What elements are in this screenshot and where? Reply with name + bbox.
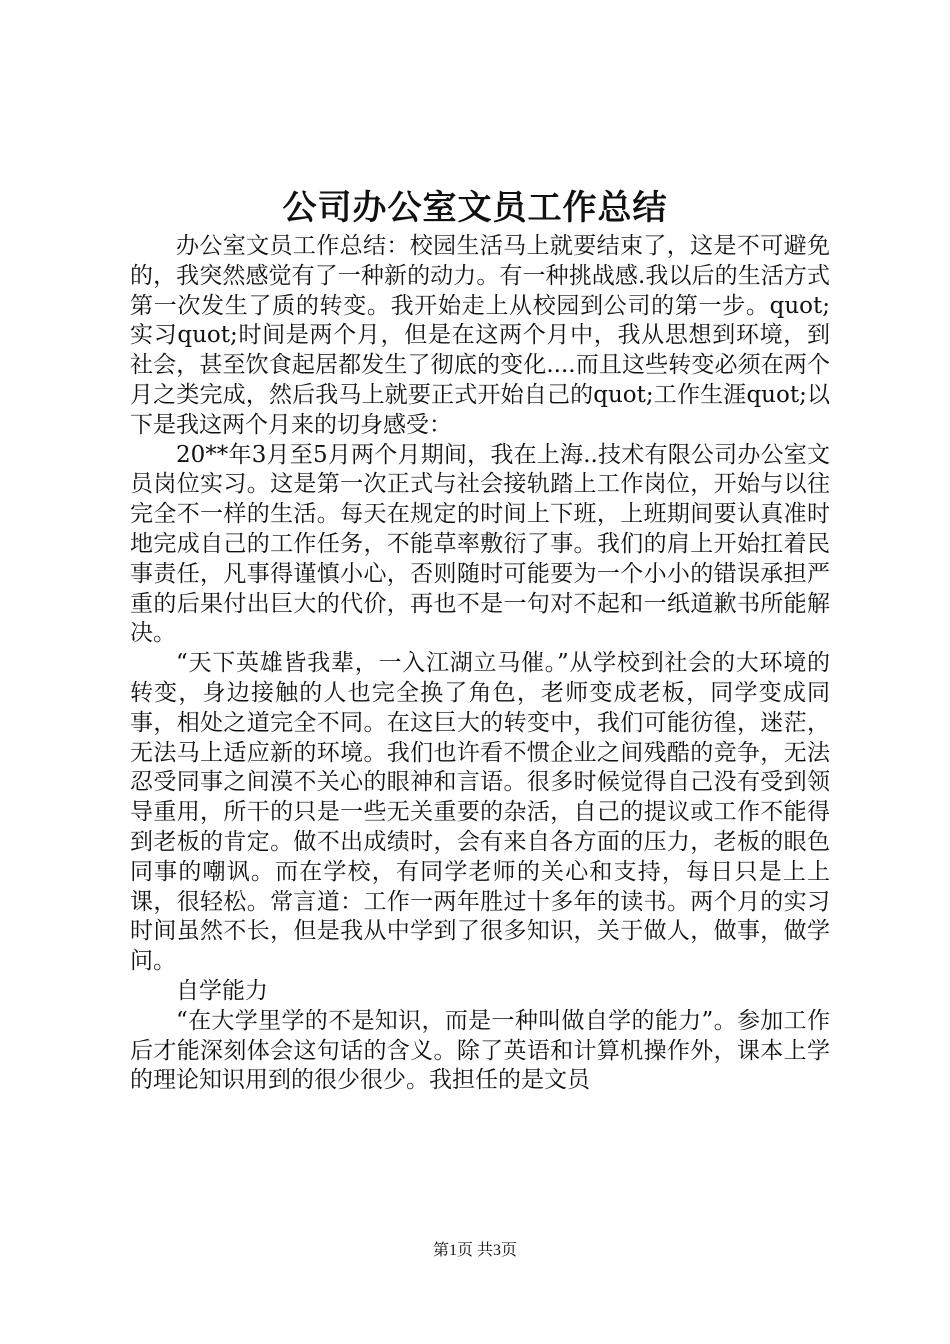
- document-title: 公司办公室文员工作总结: [282, 188, 668, 228]
- paragraph-self-study: “在大学里学的不是知识，而是一种叫做自学的能力”。参加工作后才能深刻体会这句话的含义。除了英语和计算机操作外，课本上学的理论知识用到的很少很少。我担任的是文员: [130, 1007, 830, 1094]
- paragraph-transition: “天下英雄皆我辈，一入江湖立马催。”从学校到社会的大环境的转变，身边接触的人也完全换了角色，老师变成老板，同学变成同事，相处之道完全不同。在这巨大的转变中，我们可能彷徨，迷茫，无法马上适应新的环境。我们也许看不惯企业之间残酷的竞争，无法忍受同事之间漠不关心的眼神和言语。很多时候觉得自己没有受到领导重用，所干的只是一些无关重要的杂活，自己的提议或工作不能得到老板的肯定。做不出成绩时，会有来自各方面的压力，老板的眼色同事的嘲讽。而在学校，有同学老师的关心和支持，每日只是上上课，很轻松。常言道：工作一两年胜过十多年的读书。两个月的实习时间虽然不长，但是我从中学到了很多知识，关于做人，做事，做学问。: [130, 650, 830, 975]
- document-body: [130, 232, 830, 1096]
- page-footer: 第1页 共3页: [432, 1242, 517, 1259]
- section-heading-self-study: 自学能力: [176, 977, 268, 1004]
- paragraph-internship: 20**年3月至5月两个月期间，我在上海..技术有限公司办公室文员岗位实习。这是第一次正式与社会接轨踏上工作岗位，开始与以往完全不一样的生活。每天在规定的时间上下班，上班期间要认真准时地完成自己的工作任务，不能草率敷衍了事。我们的肩上开始扛着民事责任，凡事得谨慎小心，否则随时可能要为一个小小的错误承担严重的后果付出巨大的代价，再也不是一句对不起和一纸道歉书所能解决。: [130, 441, 830, 647]
- paragraph-intro: 办公室文员工作总结：校园生活马上就要结束了，这是不可避免的，我突然感觉有了一种新的动力。有一种挑战感.我以后的生活方式第一次发生了质的转变。我开始走上从校园到公司的第一步。quot;实习quot;时间是两个月，但是在这两个月中，我从思想到环境，到社会，甚至饮食起居都发生了彻底的变化....而且这些转变必须在两个月之类完成，然后我马上就要正式开始自己的quot;工作生涯quot;以下是我这两个月来的切身感受：: [130, 233, 830, 438]
